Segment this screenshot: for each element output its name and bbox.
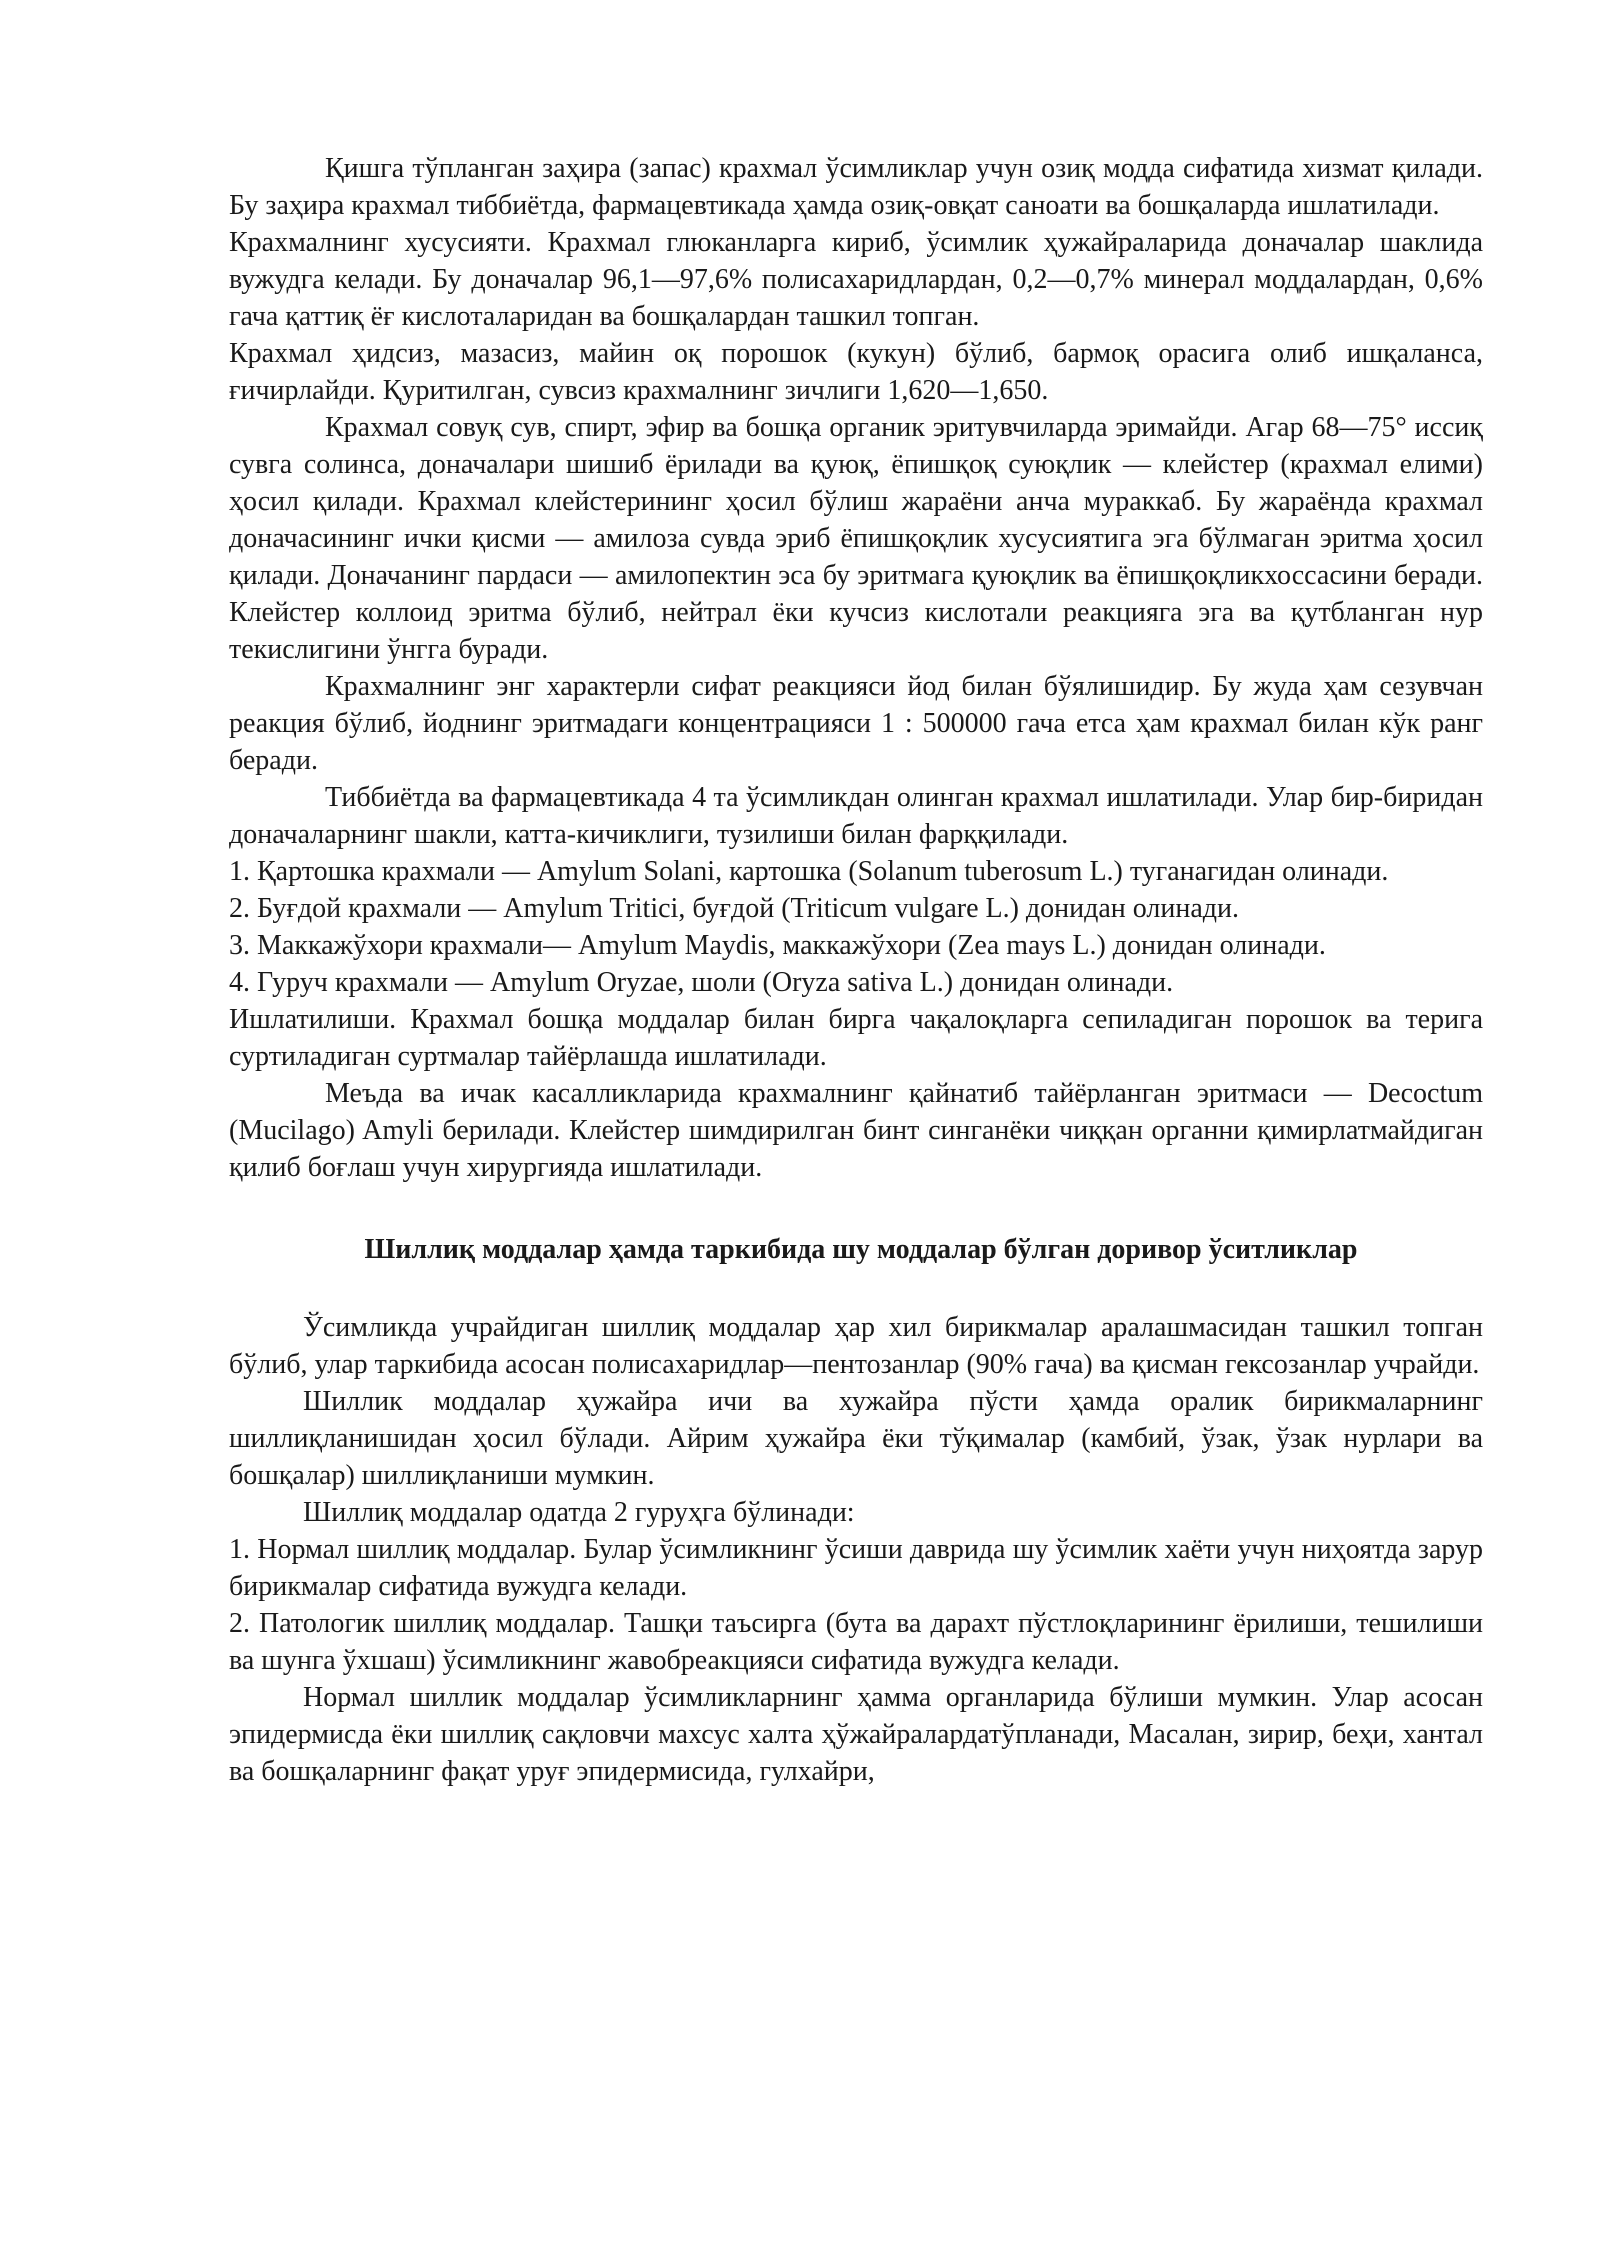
list-item-potato-starch: 1. Қартошка крахмали — Amylum Solani, картошка (Solanum tuberosum L.) туганагидан олинади.	[229, 856, 1389, 887]
paragraph-starch-appearance: Крахмал ҳидсиз, мазасиз, майин оқ порошок (кукун) бўлиб, бармоқ орасига олиб ишқаланса, ғичирлайди. Қуритилган, сувсиз крахмалнинг зичлиги 1,620—1,650.	[229, 338, 1483, 406]
paragraph-mucilage-intro: Ўсимликда учрайдиган шиллиқ моддалар ҳар хил бирикмалар аралашмасидан ташкил топган бўлиб, улар таркибида асосан полисахаридлар—пентозанлар (90% гача) ва қисман гексозанлар учрайди.	[229, 1312, 1483, 1380]
paragraph-starch-solubility: Крахмал совуқ сув, спирт, эфир ва бошқа органик эритувчиларда эримайди. Агар 68—75° иссиқ сувга солинса, доначалари шишиб ёрилади ва қуюқ, ёпишқоқ суюқлик — клейстер (крахмал елими) ҳосил қилади. Крахмал клейстерининг ҳосил бўлиш жараёни анча мураккаб. Бу жараёнда крахмал доначасининг ички қисми — амилоза сувда эриб ёпишқоқлик хусусиятига эга бўлмаган эритма ҳосил қилади. Доначанинг пардаси — амилопектин эса бу эритмага қуюқлик ва ёпишқоқликхоссасини беради. Клейстер коллоид эритма бўлиб, нейтрал ёки кучсиз кислотали реакцияга эга ва қутбланган нур текислигини ўнгга буради.	[229, 412, 1483, 665]
paragraph-starch-sources: Тиббиётда ва фармацевтикада 4 та ўсимликдан олинган крахмал ишлатилади. Улар бир-биридан доначаларнинг шакли, катта-кичиклиги, тузилиши билан фарққилади.	[229, 782, 1483, 850]
list-item-rice-starch: 4. Гуруч крахмали — Amylum Oryzae, шоли (Oryza sativa L.) донидан олинади.	[229, 967, 1174, 998]
section-heading: Шиллиқ моддалар ҳамда таркибида шу моддалар бўлган доривор ўситликлар	[364, 1234, 1358, 1265]
paragraph-starch-medical: Меъда ва ичак касалликларида крахмалнинг қайнатиб тайёрланган эритмаси — Decoctum (Mucilago) Amyli берилади. Клейстер шимдирилган бинт синганёки чиққан органни қимирлатмайдиган қилиб боғлаш учун хирургияда ишлатилади.	[229, 1078, 1483, 1183]
list-item-corn-starch: 3. Маккажўхори крахмали— Amylum Maydis, маккажўхори (Zea mays L.) донидан олинади.	[229, 930, 1326, 961]
paragraph-iodine-reaction: Крахмалнинг энг характерли сифат реакцияси йод билан бўялишидир. Бу жуда ҳам сезувчан реакция бўлиб, йоднинг эритмадаги концентрацияси 1 : 500000 гача етса ҳам крахмал билан кўк ранг беради.	[229, 671, 1483, 776]
paragraph-starch-properties: Крахмалнинг хусусияти. Крахмал глюканларга кириб, ўсимлик ҳужайраларида доначалар шаклида вужудга келади. Бу доначалар 96,1—97,6% полисахаридлардан, 0,2—0,7% минерал моддалардан, 0,6% гача қаттиқ ёғ кислоталаридан ва бошқалардан ташкил топган.	[229, 227, 1483, 332]
list-item-wheat-starch: 2. Буғдой крахмали — Amylum Tritici, буғдой (Triticum vulgare L.) донидан олинади.	[229, 893, 1240, 924]
list-item-normal-mucilage: 1. Нормал шиллиқ моддалар. Булар ўсимликнинг ўсиши даврида шу ўсимлик хаёти учун ниҳоятда зарур бирикмалар сифатида вужудга келади.	[229, 1534, 1483, 1602]
paragraph-mucilage-location: Нормал шиллик моддалар ўсимликларнинг ҳамма органларида бўлиши мумкин. Улар асосан эпидермисда ёки шиллиқ сақловчи махсус халта ҳўжайралардатўпланади, Масалан, зирир, беҳи, хантал ва бошқаларнинг фақат уруғ эпидермисида, гулхайри,	[229, 1682, 1483, 1787]
paragraph-starch-usage: Ишлатилиши. Крахмал бошқа моддалар билан бирга чақалоқларга сепиладиган порошок ва терига суртиладиган суртмалар тайёрлашда ишлатилади.	[229, 1004, 1483, 1072]
paragraph-starch-storage: Қишга тўпланган заҳира (запас) крахмал ўсимликлар учун озиқ модда сифатида хизмат қилади. Бу заҳира крахмал тиббиётда, фармацевтикада ҳамда озиқ-овқат саноати ва бошқаларда ишлатилади.	[229, 153, 1483, 221]
paragraph-mucilage-groups: Шиллиқ моддалар одатда 2 гуруҳга бўлинади:	[303, 1497, 855, 1528]
paragraph-mucilage-origin: Шиллик моддалар ҳужайра ичи ва хужайра пўсти ҳамда оралик бирикмаларнинг шиллиқланишидан ҳосил бўлади. Айрим ҳужайра ёки тўқималар (камбий, ўзак, ўзак нурлари ва бошқалар) шиллиқланиши мумкин.	[229, 1386, 1483, 1491]
document-body	[229, 150, 1483, 1790]
list-item-pathologic-mucilage: 2. Патологик шиллиқ моддалар. Ташқи таъсирга (бута ва дарахт пўстлоқларининг ёрилиши, тешилиши ва шунга ўхшаш) ўсимликнинг жавобреакцияси сифатида вужудга келади.	[229, 1608, 1483, 1676]
